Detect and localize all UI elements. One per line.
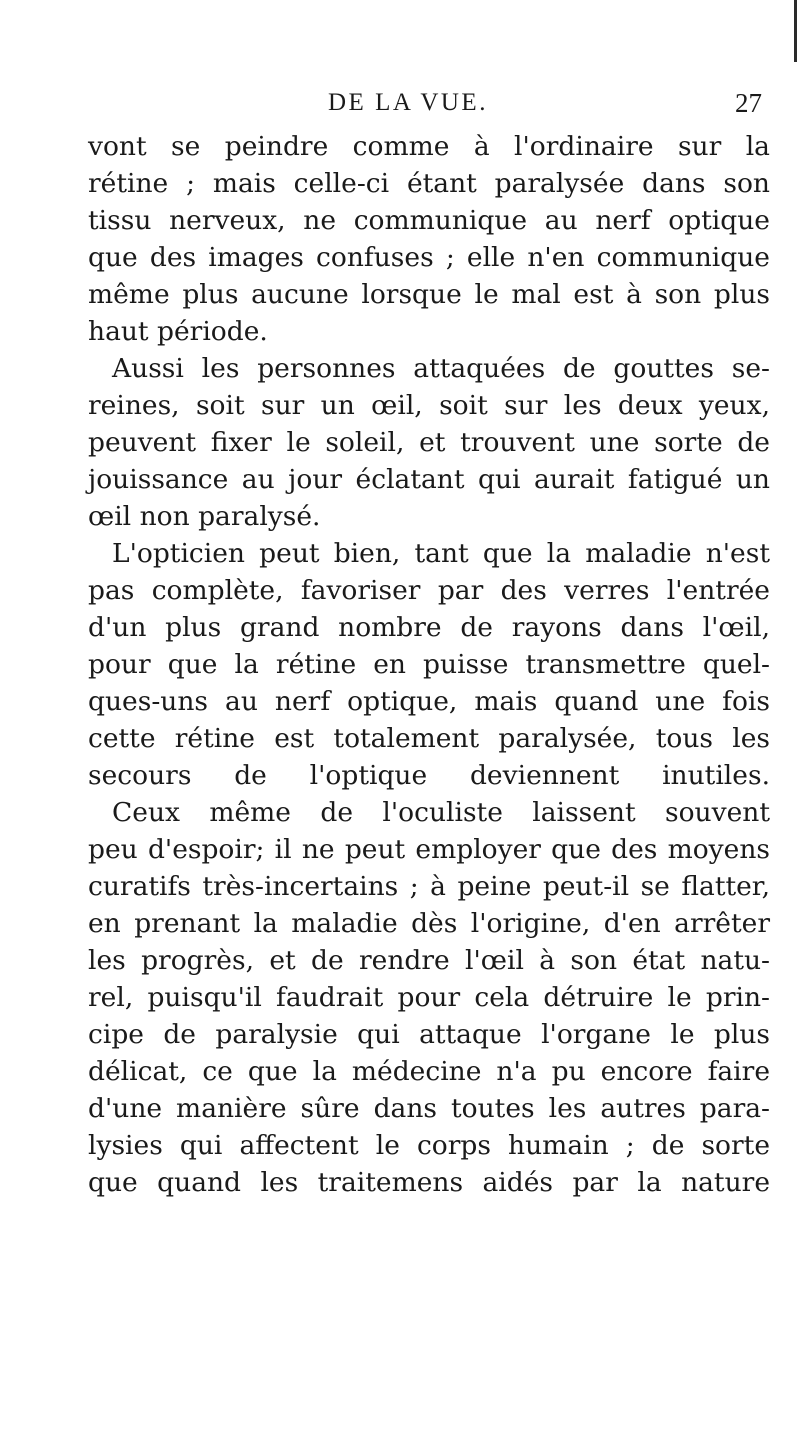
text-line: d'une manière sûre dans toutes les autres para- [88,1093,770,1124]
text-line: lysies qui affectent le corps humain ; de sorte [88,1130,770,1161]
text-line: œil non paralysé. [88,501,321,532]
page-number: 27 [735,88,762,118]
text-line: vont se peindre comme à l'ordinaire sur la [88,131,770,162]
page-header [0,88,800,128]
body-text [88,128,770,1201]
text-line: même plus aucune lorsque le mal est à son plus [88,279,770,310]
text-line: les progrès, et de rendre l'œil à son état natu- [88,945,770,976]
text-line: en prenant la maladie dès l'origine, d'en arrêter [88,908,770,939]
text-line: cipe de paralysie qui attaque l'organe le plus [88,1019,770,1050]
text-line: haut période. [88,316,268,347]
text-line: pas complète, favoriser par des verres l'entrée [88,575,770,606]
text-line: cette rétine est totalement paralysée, tous les [88,723,770,754]
text-line: rétine ; mais celle-ci étant paralysée dans son [88,168,770,199]
running-head: DE LA VUE. [328,89,488,116]
text-line: reines, soit sur un œil, soit sur les deux yeux, [88,390,770,421]
text-line: tissu nerveux, ne communique au nerf optique [88,205,770,236]
text-line: ques-uns au nerf optique, mais quand une fois [88,686,770,717]
text-line: délicat, ce que la médecine n'a pu encore faire [88,1056,770,1087]
text-line: rel, puisqu'il faudrait pour cela détruire le prin- [88,982,770,1013]
text-line: L'opticien peut bien, tant que la maladie n'est [112,538,770,569]
text-line: pour que la rétine en puisse transmettre quel- [88,649,770,680]
text-line: Ceux même de l'oculiste laissent souvent [112,797,770,828]
text-line: d'un plus grand nombre de rayons dans l'œil, [88,612,770,643]
text-line: que quand les traitemens aidés par la nature [88,1167,770,1198]
page-edge-mark [794,0,797,62]
text-line: Aussi les personnes attaquées de gouttes se- [112,353,770,384]
text-line: curatifs très-incertains ; à peine peut-il se flatter, [88,871,770,902]
text-line: peu d'espoir; il ne peut employer que des moyens [88,834,770,865]
text-line: jouissance au jour éclatant qui aurait fatigué un [88,464,770,495]
text-line: que des images confuses ; elle n'en communique [88,242,770,273]
text-line: secours de l'optique deviennent inutiles. [88,760,770,791]
text-line: peuvent fixer le soleil, et trouvent une sorte de [88,427,770,458]
